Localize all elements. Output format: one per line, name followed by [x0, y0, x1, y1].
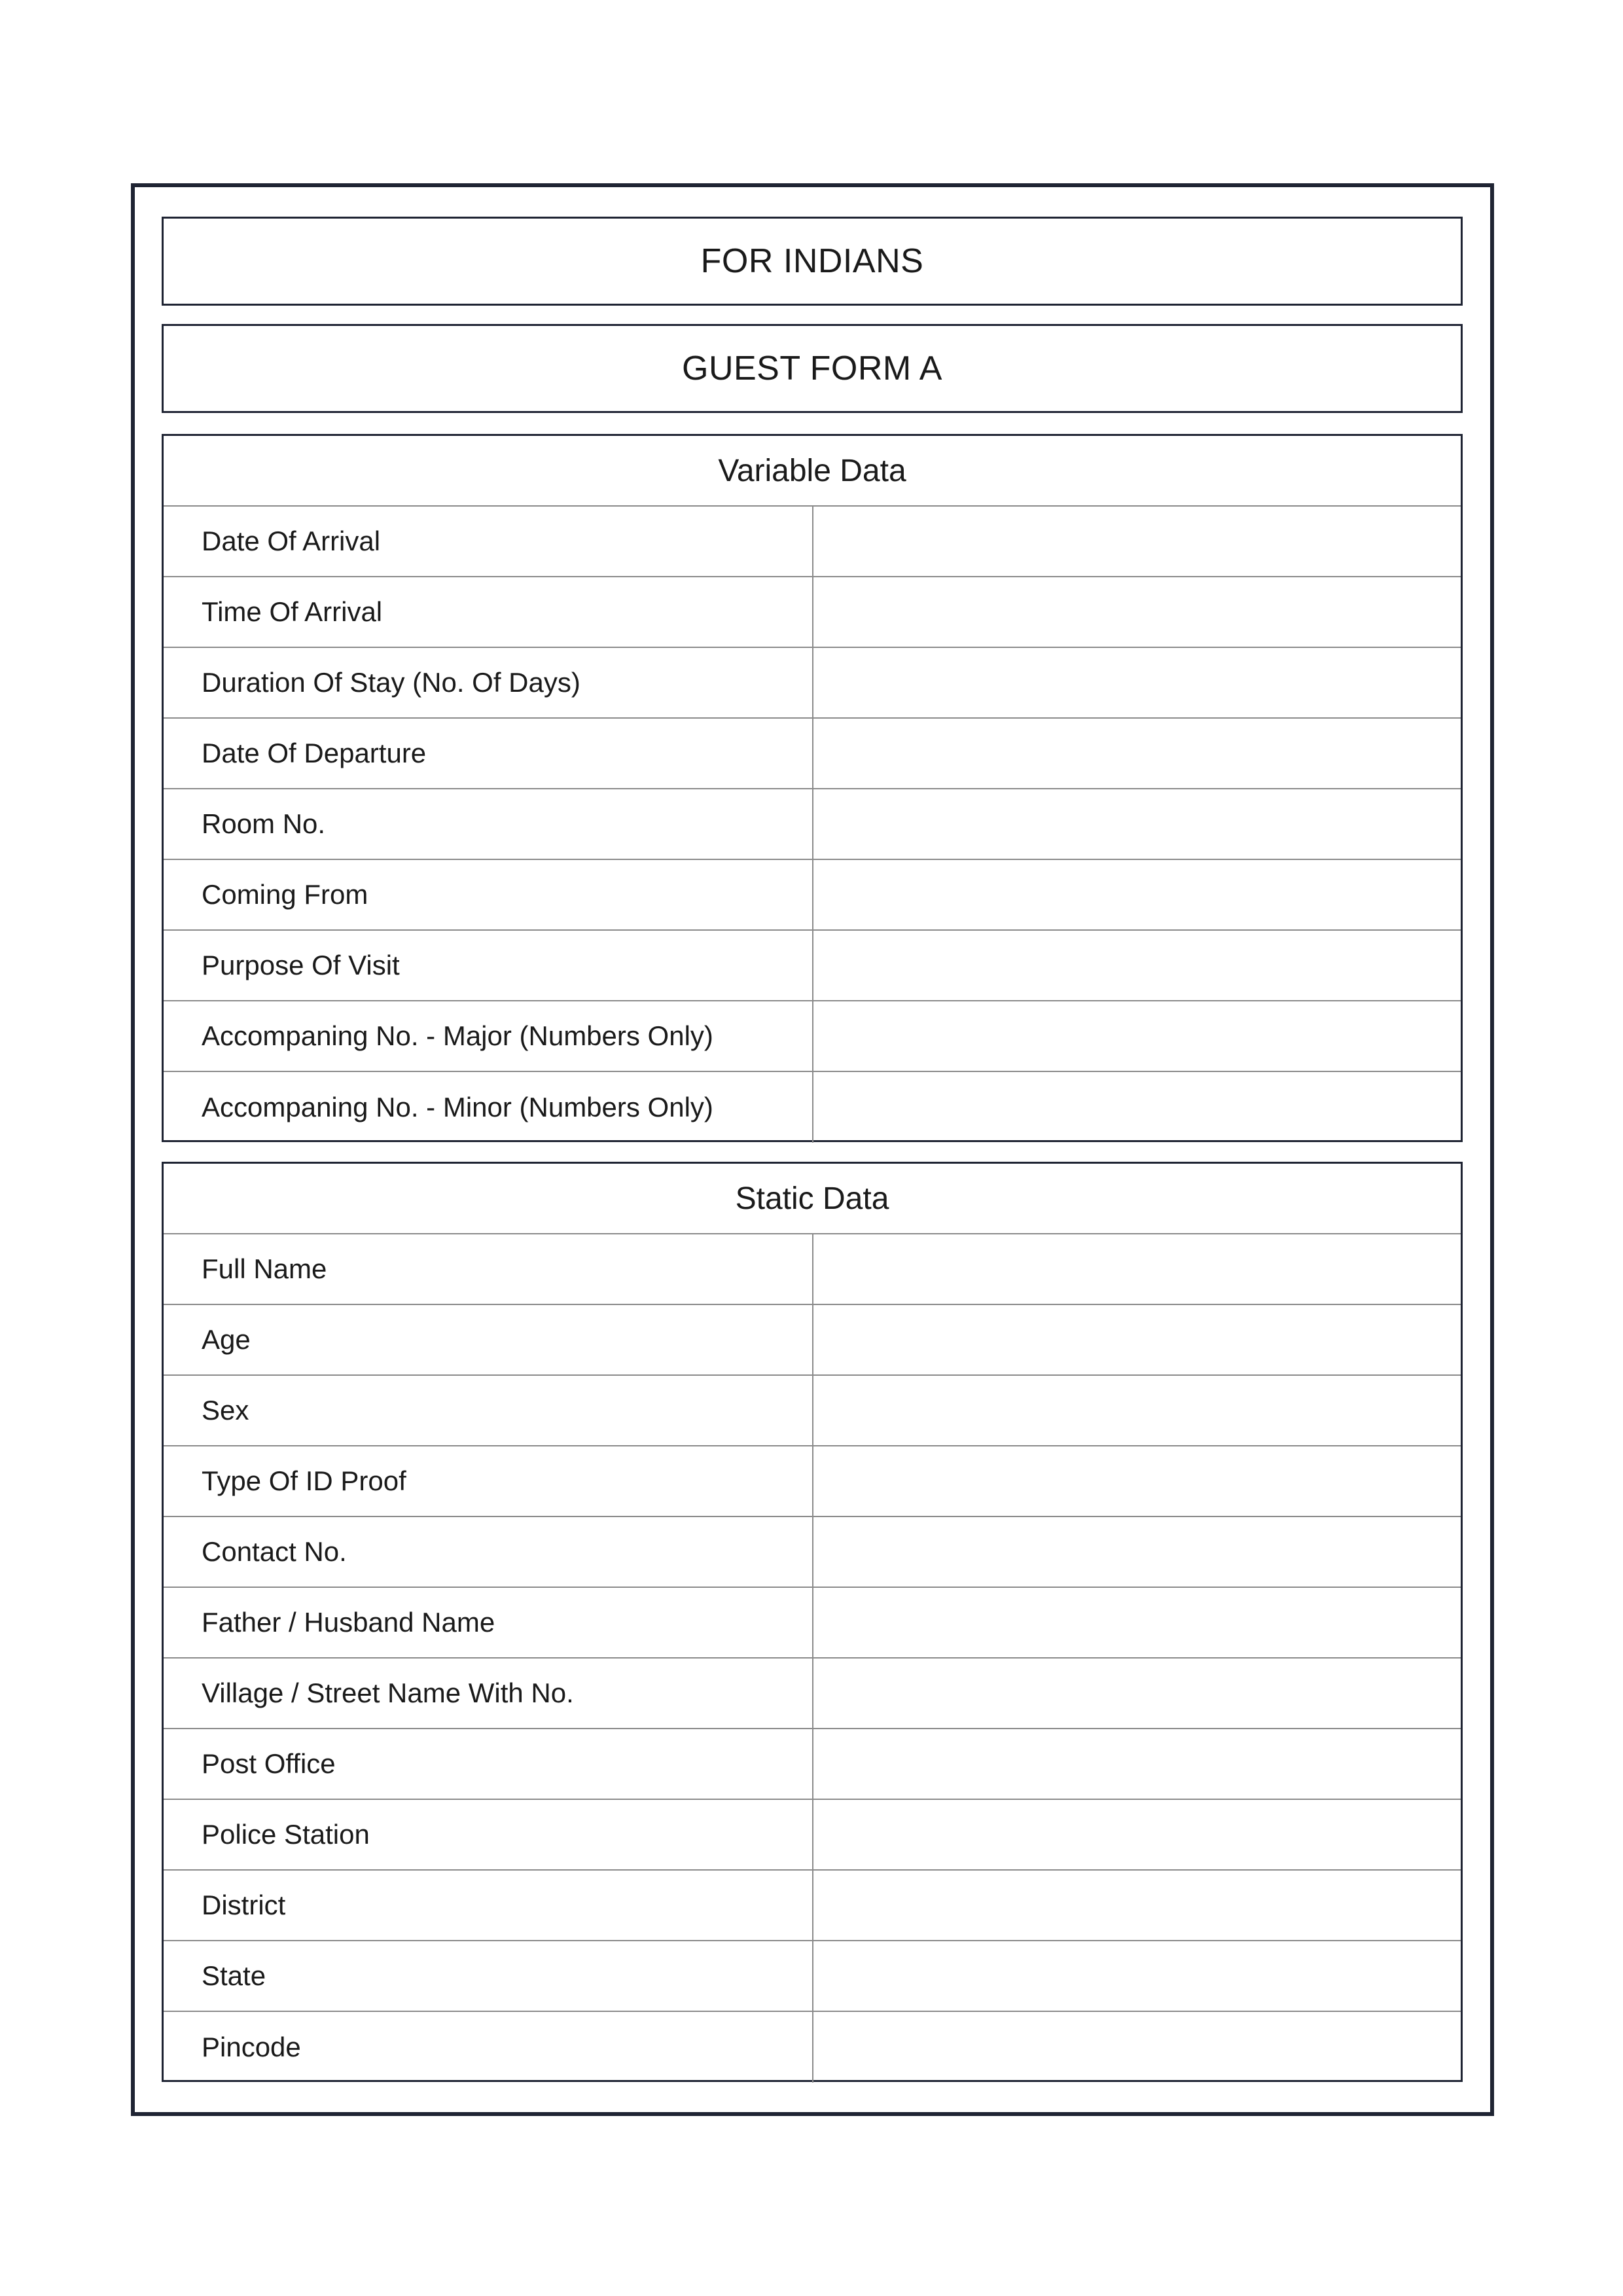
village-street-field[interactable] — [813, 1659, 1461, 1728]
district-field[interactable] — [813, 1871, 1461, 1940]
table-row — [164, 1588, 1461, 1659]
accompanying-minor-field[interactable] — [813, 1072, 1461, 1143]
accompanying-major-field[interactable] — [813, 1001, 1461, 1071]
field-label: Date Of Arrival — [164, 507, 813, 576]
variable-data-table — [162, 434, 1463, 1142]
field-label: Type Of ID Proof — [164, 1446, 813, 1516]
table-row — [164, 931, 1461, 1001]
table-row — [164, 507, 1461, 577]
static-data-header: Static Data — [164, 1164, 1461, 1234]
table-row — [164, 1072, 1461, 1143]
sex-field[interactable] — [813, 1376, 1461, 1445]
table-row — [164, 719, 1461, 789]
table-row — [164, 1800, 1461, 1871]
field-label: Contact No. — [164, 1517, 813, 1587]
field-label: Accompaning No. - Minor (Numbers Only) — [164, 1072, 813, 1143]
full-name-field[interactable] — [813, 1234, 1461, 1304]
field-label: Police Station — [164, 1800, 813, 1869]
variable-data-header: Variable Data — [164, 436, 1461, 507]
table-row — [164, 1871, 1461, 1941]
table-row — [164, 1446, 1461, 1517]
table-row — [164, 860, 1461, 931]
table-row — [164, 1001, 1461, 1072]
contact-no-field[interactable] — [813, 1517, 1461, 1587]
table-row — [164, 1234, 1461, 1305]
field-label: Post Office — [164, 1729, 813, 1799]
field-label: Coming From — [164, 860, 813, 929]
duration-of-stay-field[interactable] — [813, 648, 1461, 717]
field-label: State — [164, 1941, 813, 2011]
table-row — [164, 1376, 1461, 1446]
room-no-field[interactable] — [813, 789, 1461, 859]
police-station-field[interactable] — [813, 1800, 1461, 1869]
table-row — [164, 1305, 1461, 1376]
field-label: Date Of Departure — [164, 719, 813, 788]
field-label: Pincode — [164, 2012, 813, 2083]
table-row — [164, 1729, 1461, 1800]
field-label: Room No. — [164, 789, 813, 859]
post-office-field[interactable] — [813, 1729, 1461, 1799]
coming-from-field[interactable] — [813, 860, 1461, 929]
pincode-field[interactable] — [813, 2012, 1461, 2083]
table-row — [164, 2012, 1461, 2083]
form-title-guest-form: GUEST FORM A — [162, 324, 1463, 413]
table-row — [164, 1659, 1461, 1729]
field-label: Time Of Arrival — [164, 577, 813, 647]
table-row — [164, 789, 1461, 860]
table-row — [164, 648, 1461, 719]
age-field[interactable] — [813, 1305, 1461, 1374]
date-of-departure-field[interactable] — [813, 719, 1461, 788]
purpose-of-visit-field[interactable] — [813, 931, 1461, 1000]
field-label: Accompaning No. - Major (Numbers Only) — [164, 1001, 813, 1071]
field-label: Purpose Of Visit — [164, 931, 813, 1000]
time-of-arrival-field[interactable] — [813, 577, 1461, 647]
static-data-table — [162, 1162, 1463, 2082]
state-field[interactable] — [813, 1941, 1461, 2011]
field-label: Village / Street Name With No. — [164, 1659, 813, 1728]
table-row — [164, 577, 1461, 648]
table-row — [164, 1517, 1461, 1588]
field-label: Father / Husband Name — [164, 1588, 813, 1657]
field-label: Age — [164, 1305, 813, 1374]
table-row — [164, 1941, 1461, 2012]
father-husband-name-field[interactable] — [813, 1588, 1461, 1657]
field-label: Full Name — [164, 1234, 813, 1304]
field-label: Sex — [164, 1376, 813, 1445]
date-of-arrival-field[interactable] — [813, 507, 1461, 576]
field-label: Duration Of Stay (No. Of Days) — [164, 648, 813, 717]
form-title-for-indians: FOR INDIANS — [162, 217, 1463, 306]
id-proof-type-field[interactable] — [813, 1446, 1461, 1516]
field-label: District — [164, 1871, 813, 1940]
